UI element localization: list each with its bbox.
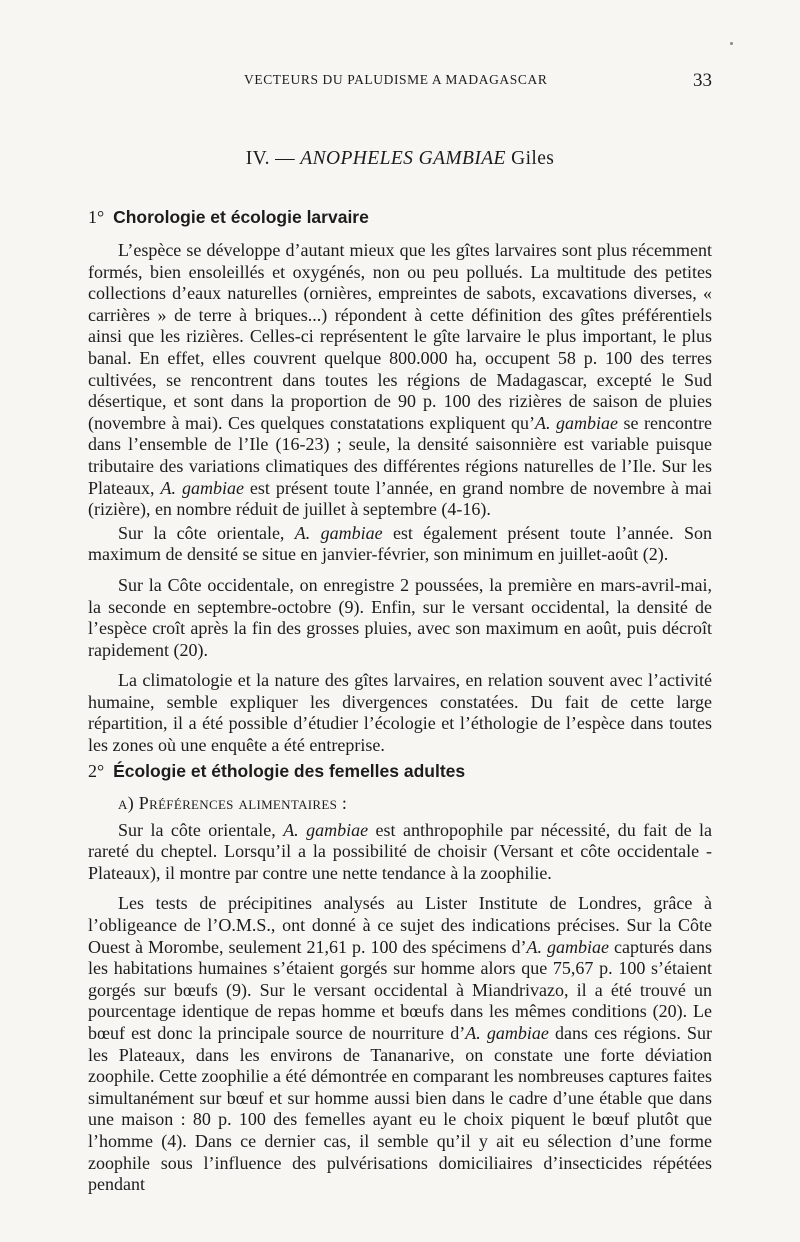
text-run: dans ces régions. Sur les Plateaux, dans les environs de Tananarive, on constate une forte déviation zoophile. Cette zoophilie a été démontrée en comparant les nombreuses captures faites simultanément sur bœuf et sur homme aussi bien dans le cadre d’une étable que dans une maison : 80 p. 100 des femelles ayant eu le choix piquent le bœuf plutôt que l’homme (4). Dans ce dernier cas, il semble qu’il y ait eu sélection d’une forme zoophile sous l’influence des pulvérisations domiciliaires d’insecticides répétées pendant <box>88 1022 712 1195</box>
paragraph <box>88 820 712 885</box>
paragraph <box>88 240 712 521</box>
chapter-numeral: IV. — <box>245 148 301 169</box>
section-heading-1 <box>88 207 712 228</box>
text-run: Sur la côte orientale, <box>118 522 295 543</box>
paragraph: La climatologie et la nature des gîtes larvaires, en relation souvent avec l’activité humaine, semble expliquer les divergences constatées. Du fait de cette large répartition, il a été possible d’étudier l’écologie et l’éthologie de l’espèce dans toutes les zones où une enquête a été entreprise. <box>88 670 712 756</box>
paragraph: Sur la Côte occidentale, on enregistre 2 poussées, la première en mars-avril-mai, la seconde en septembre-octobre (9). Enfin, sur le versant occidental, la densité de l’espèce croît après la fin des grosses pluies, avec son maximum en août, puis décroît rapidement (20). <box>88 574 712 660</box>
section-1-body <box>88 240 712 757</box>
species-name: A. gambiae <box>283 819 369 840</box>
text-run: est également présent toute l’année. Son maximum de densité se situe en janvier-février, son minimum en juillet-août (2). <box>88 522 713 565</box>
species-name: A. gambiae <box>465 1022 549 1043</box>
chapter-species-name: ANOPHELES GAMBIAE <box>300 148 506 169</box>
section-title: Chorologie et écologie larvaire <box>113 207 369 227</box>
scan-speck <box>730 42 733 45</box>
text-run: est présent toute l’année, en grand nombre de novembre à mai (rizière), en nombre réduit de juillet à septembre (4-16). <box>88 477 713 520</box>
species-name: A. gambiae <box>294 522 383 543</box>
section-2-body <box>88 793 712 1196</box>
text-run: se rencontre dans l’ensemble de l’Ile (16-23) ; seule, la densité saisonnière est variable puisque tributaire des variations climatiques des différentes régions naturelles de l’Ile. Sur les Plateaux, <box>88 412 713 498</box>
species-name: A. gambiae <box>526 936 610 957</box>
text-run: capturés dans les habitations humaines s’étaient gorgés sur homme alors que 75,67 p. 100 s’étaient gorgés sur bœufs (9). Sur le versant occidental à Miandrivazo, il a été trouvé un pourcentage identique de repas homme et bœufs dans les mêmes conditions (20). Le bœuf est donc la principale source de nourriture d’ <box>88 936 712 1043</box>
section-number: 2° <box>88 761 105 781</box>
paragraph <box>88 523 712 566</box>
text-run: Sur la côte orientale, <box>118 819 284 840</box>
section-title: Écologie et éthologie des femelles adultes <box>113 761 466 781</box>
text-run: L’espèce se développe d’autant mieux que les gîtes larvaires sont plus récemment formés, bien ensoleillés et oxygénés, non ou peu pollués. La multitude des petites collections d’eaux naturelles (ornières, empreintes de sabots, excavations diverses, « carrières » de terre à briques...) répondent à cette définition des gîtes préférentiels ainsi que les rizières. Celles-ci représentent le gîte larvaire le plus important, le plus banal. En effet, elles couvrent quelque 800.000 ha, occupent 58 p. 100 des terres cultivées, se rencontrent dans toutes les régions de Madagascar, excepté le Sud désertique, et sont dans la proportion de 90 p. 100 des rizières de saison de pluies (novembre à mai). Ces quelques constatations expliquent qu’ <box>88 240 712 433</box>
section-number: 1° <box>88 207 105 227</box>
section-heading-2 <box>88 761 712 782</box>
running-head <box>88 72 712 94</box>
subheading: a) Préférences alimentaires : <box>118 793 348 813</box>
chapter-title <box>88 148 712 170</box>
text-run: est anthropophile par nécessité, du fait de la rareté du cheptel. Lorsqu’il a la possibilité de choisir (Versant et côte occidentale - Plateaux), il montre par contre une nette tendance à la zoophilie. <box>88 819 712 883</box>
paragraph <box>88 893 712 1195</box>
page-number: 33 <box>693 70 712 91</box>
running-head-title: VECTEURS DU PALUDISME A MADAGASCAR <box>244 72 548 87</box>
text-run: Les tests de précipitines analysés au Lister Institute de Londres, grâce à l’obligeance de l’O.M.S., ont donné à ce sujet des indications précises. Sur la Côte Ouest à Morombe, seulement 21,61 p. 100 des spécimens d’ <box>88 893 712 957</box>
species-name: A. gambiae <box>535 412 619 433</box>
chapter-author: Giles <box>505 148 555 169</box>
species-name: A. gambiae <box>160 477 244 498</box>
